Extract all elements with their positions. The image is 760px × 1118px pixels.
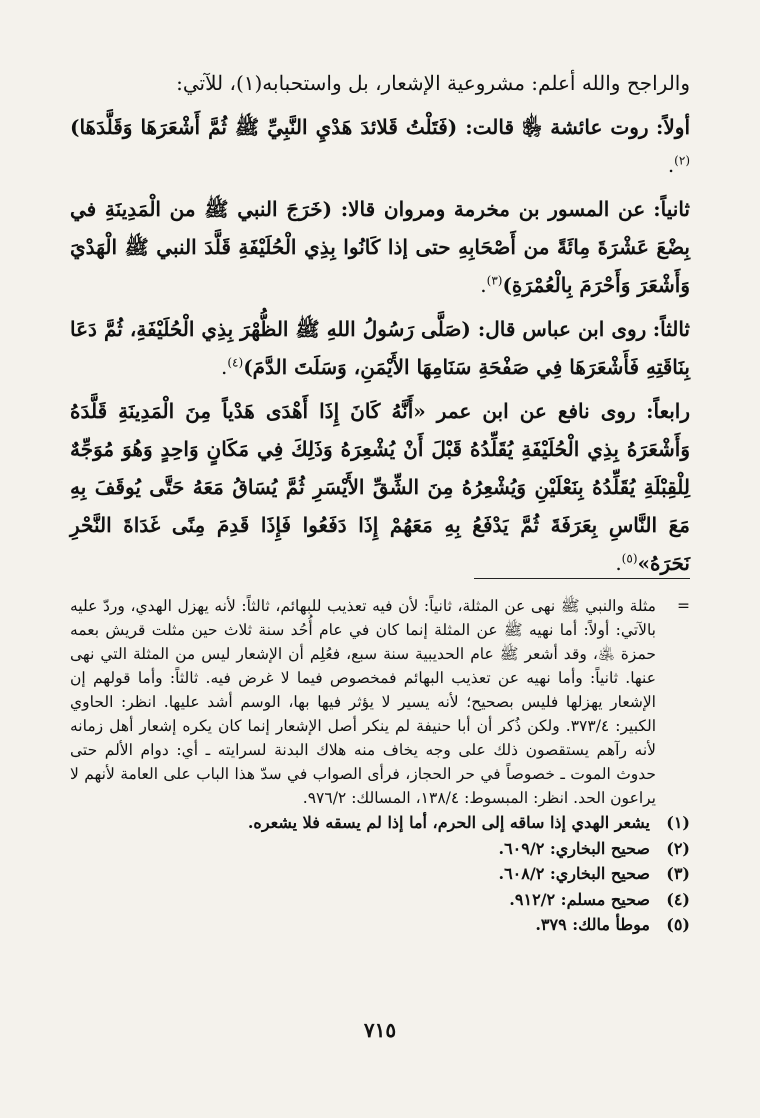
paragraph-second: ثانياً: عن المسور بن مخرمة ومروان قالا: (خَرَجَ النبي ﷺ من الْمَدِينَةِ في بِضْعَ عَشْرَةَ مِائَةً من أَصْحَابِهِ حتى إذا كَانُوا بِذِي الْحُلَيْفَةِ قَلَّدَ النبي ﷺ الْهَدْيَ وَأَشْعَرَ وَأَحْرَمَ بِالْعُمْرَةِ)$^{(٣)}$. (70, 197, 690, 297)
main-text (70, 64, 690, 582)
footnote-text: صحيح مسلم: ٩١٢/٢. (509, 889, 650, 909)
paragraph-lead: ثالثاً: (652, 317, 690, 341)
footnote-item (70, 887, 690, 913)
footnote-text: صحيح البخاري: ٦٠٨/٢. (498, 864, 650, 883)
footnote-number: (١) (666, 813, 690, 832)
paragraph-fourth: رابعاً: روى نافع عن ابن عمر «أَنَّهُ كَانَ إِذَا أَهْدَى هَدْياً مِنَ الْمَدِينَةِ قَلَّدَهُ وَأَشْعَرَهُ بِذِي الْحُلَيْفَةِ يُقَلِّدُهُ قَبْلَ أَنْ يُشْعِرَهُ وَذَلِكَ فِي مَكَانٍ وَاحِدٍ وَهُوَ مُوَجِّهٌ لِلْقِبْلَةِ يُقَلِّدُهُ بِنَعْلَيْنِ وَيُشْعِرُهُ مِنَ الشِّقِّ الأَيْسَرِ ثُمَّ يُسَاقُ مَعَهُ حَتَّى يُوقَفَ بِهِ مَعَ النَّاسِ بِعَرَفَةَ ثُمَّ يَدْفَعُ بِهِ مَعَهُمْ إِذَا دَفَعُوا فَإِذَا قَدِمَ مِنًى غَدَاةَ النَّحْرِ نَحَرَهُ»$^{(٥)}$. (70, 399, 691, 575)
footnote-text: يشعر الهدي إذا ساقه إلى الحرم، أما إذا لم يسقه فلا يشعره. (247, 813, 650, 832)
footnote-number: (٥) (666, 915, 690, 934)
footnote-number: (٣) (666, 864, 690, 883)
footnote-item (70, 836, 690, 862)
footnote-ref: (٥) (621, 551, 638, 566)
continuation-text: مثلة والنبي ﷺ نهى عن المثلة، ثانياً: لأن فيه تعذيب للبهائم، ثالثاً: لأنه يهزل الهدي، وردّ عليه بالآتي: أولاً: أما نهيه ﷺ عن المثلة إنما كان في عام أُحُد سنة ثلاث حين مثلت قريش بعمه حمزة ﵁، وقد أشعر ﷺ عام الحديبية سنة سبع، فعُلِم أن الإشعار ليس من المثلة التي نهى عنها. ثانياً: وأما نهيه عن تعذيب البهائم فمخصوص فيما لا غرض فيه. ثالثاً: وأما قولهم إن الإشعار يهزلها فليس بصحيح؛ لأنه يسير لا يؤثر فيها بها، الوسم أشد عليها. انظر: الحاوي الكبير: ٣٧٣/٤. ولكن ذُكر أن أبا حنيفة لم ينكر أصل الإشعار إنما كان يكره إشعار أهل زمانه لأنه رآهم يستقصون ذلك على وجه يخاف منه هلاك البدنة لسرايته ـ أي: دوام الألم حتى حدوث الموت ـ خصوصاً في حر الحجاز، فرأى الصواب في سدّ هذا الباب على العامة لأنهم لا يراعون الحد. انظر: المبسوط: ١٣٨/٤، المسالك: ٩٧٦/٢. (70, 597, 656, 807)
footnote-item (70, 810, 690, 836)
page-number: ٧١٥ (363, 1018, 397, 1042)
paragraph-first: أولاً: روت عائشة ﵂ قالت: (فَتَلْتُ قَلائدَ هَدْيِ النَّبِيِّ ﷺ ثُمَّ أَشْعَرَهَا وَقَلَّدَهَا)$^{(٢)}$. (70, 115, 691, 177)
paragraph-lead: ثانياً: (653, 197, 690, 221)
footnote-ref: (٣) (486, 273, 503, 288)
footnote-continuation (70, 594, 690, 810)
footnote-ref: (٤) (227, 355, 244, 370)
footnote-list (70, 810, 690, 938)
paragraph-text: عن المسور بن مخرمة ومروان قالا: (خَرَجَ النبي ﷺ من الْمَدِينَةِ في بِضْعَ عَشْرَةَ مِائَةً من أَصْحَابِهِ حتى إذا كَانُوا بِذِي الْحُلَيْفَةِ قَلَّدَ النبي ﷺ الْهَدْيَ وَأَشْعَرَ وَأَحْرَمَ بِالْعُمْرَةِ) (70, 197, 690, 297)
paragraph-lead: رابعاً: (646, 399, 691, 423)
footnote-item (70, 861, 690, 887)
paragraph-text: روت عائشة ﵂ قالت: (فَتَلْتُ قَلائدَ هَدْيِ النَّبِيِّ ﷺ ثُمَّ أَشْعَرَهَا وَقَلَّدَهَا) (70, 115, 649, 139)
intro-text: والراجح والله أعلم: مشروعية الإشعار، بل واستحبابه(١)، للآتي: (176, 71, 690, 95)
footnote-number: (٢) (666, 838, 690, 858)
footnotes-section (70, 594, 690, 938)
paragraph-third: ثالثاً: روى ابن عباس قال: (صَلَّى رَسُولُ اللهِ ﷺ الظُّهْرَ بِذِي الْحُلَيْفَةِ، ثُمَّ دَعَا بِنَاقَتِهِ فَأَشْعَرَهَا فِي صَفْحَةِ سَنَامِهَا الأَيْمَنِ، وَسَلَتَ الدَّمَ)$^{(٤)}$. (70, 317, 690, 379)
footnote-text: صحيح البخاري: ٦٠٩/٢. (498, 838, 650, 858)
footnote-ref: (٢) (674, 153, 690, 168)
paragraph-lead: أولاً: (656, 115, 691, 139)
intro-paragraph (70, 64, 690, 102)
paragraph-text: روى ابن عباس قال: (صَلَّى رَسُولُ اللهِ ﷺ الظُّهْرَ بِذِي الْحُلَيْفَةِ، ثُمَّ دَعَا بِنَاقَتِهِ فَأَشْعَرَهَا فِي صَفْحَةِ سَنَامِهَا الأَيْمَنِ، وَسَلَتَ الدَّمَ) (70, 317, 690, 379)
footnote-separator (474, 578, 690, 579)
paragraph-text: روى نافع عن ابن عمر «أَنَّهُ كَانَ إِذَا أَهْدَى هَدْياً مِنَ الْمَدِينَةِ قَلَّدَهُ وَأَشْعَرَهُ بِذِي الْحُلَيْفَةِ يُقَلِّدُهُ قَبْلَ أَنْ يُشْعِرَهُ وَذَلِكَ فِي مَكَانٍ وَاحِدٍ وَهُوَ مُوَجِّهٌ لِلْقِبْلَةِ يُقَلِّدُهُ بِنَعْلَيْنِ وَيُشْعِرُهُ مِنَ الشِّقِّ الأَيْسَرِ ثُمَّ يُسَاقُ مَعَهُ حَتَّى يُوقَفَ بِهِ مَعَ النَّاسِ بِعَرَفَةَ ثُمَّ يَدْفَعُ بِهِ مَعَهُمْ إِذَا دَفَعُوا فَإِذَا قَدِمَ مِنًى غَدَاةَ النَّحْرِ نَحَرَهُ» (70, 399, 690, 575)
footnote-number: (٤) (666, 889, 690, 909)
continuation-marker: = (677, 597, 690, 615)
footnote-text: موطأ مالك: ٣٧٩. (535, 915, 650, 934)
footnote-item (70, 912, 690, 938)
